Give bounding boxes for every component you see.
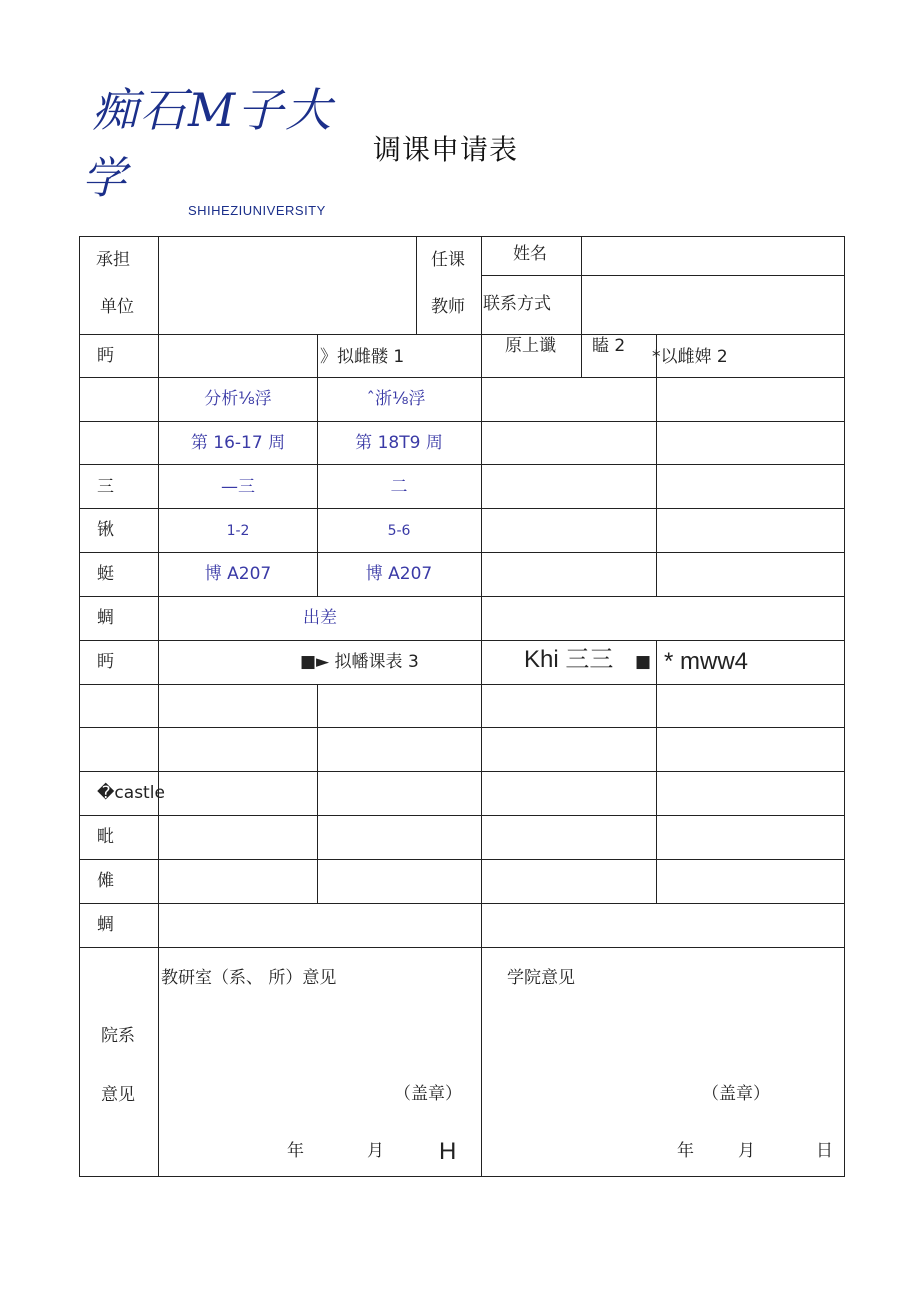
divider	[317, 334, 318, 596]
original-weekday-b: 二	[390, 477, 408, 497]
college-day: 日	[816, 1141, 833, 1161]
divider	[656, 640, 657, 903]
teacher-label-line2: 教师	[431, 297, 465, 317]
page-title: 调课申请表	[373, 133, 519, 166]
adjusted-row-label: 眄	[97, 652, 114, 672]
divider	[79, 727, 845, 728]
adjusted-header-3: * mww4	[664, 648, 749, 675]
original-period-label: 锹	[97, 520, 114, 540]
adjusted-header-mark: ■	[635, 652, 652, 672]
original-course-a: 分析⅛浮	[204, 389, 272, 409]
divider	[79, 640, 845, 641]
logo-chinese-name-continued: 学	[82, 153, 126, 204]
divider	[79, 596, 845, 597]
teacher-label-line1: 任课	[431, 250, 465, 270]
divider	[481, 236, 482, 1177]
college-seal: （盖章）	[702, 1084, 770, 1104]
divider	[79, 771, 845, 772]
divider	[79, 377, 845, 378]
contact-label: 联系方式	[483, 294, 551, 314]
original-plan-header: 》拟雌髅 1	[320, 347, 405, 367]
divider	[158, 236, 159, 1177]
divider	[79, 859, 845, 860]
divider	[79, 508, 845, 509]
adjusted-reason-label: 蜩	[97, 915, 114, 935]
divider	[656, 334, 657, 596]
adjusted-header: Khi 三三	[524, 646, 614, 673]
name-label: 姓名	[513, 244, 547, 264]
divider	[79, 464, 845, 465]
original-period-a: 1-2	[226, 523, 250, 539]
dept-month: 月	[367, 1141, 384, 1161]
divider	[79, 947, 845, 948]
opinion-label-line1: 院系	[101, 1026, 135, 1046]
original-row-label: 眄	[97, 346, 114, 366]
adjusted-room-label: 傩	[97, 871, 114, 891]
divider	[79, 815, 845, 816]
original-weeks-a: 第 16-17 周	[190, 433, 286, 453]
dept-day: H	[439, 1138, 457, 1165]
dept-year: 年	[287, 1141, 304, 1161]
dept-opinion-title: 教研室（系、 所）意见	[161, 968, 337, 988]
divider	[79, 903, 845, 904]
reason-label: 蜩	[97, 608, 114, 628]
table-border-right	[844, 236, 845, 1177]
divider	[79, 552, 845, 553]
divider	[79, 421, 845, 422]
logo-english-name: SHIHEZIUNIVERSITY	[188, 203, 326, 218]
original-room-a: 博 A207	[204, 564, 272, 584]
original-course-b: ˆ浙⅛浮	[366, 389, 426, 409]
reason-value: 出差	[303, 608, 337, 628]
table-border-top	[79, 236, 845, 237]
divider	[482, 275, 845, 276]
original-period-b: 5-6	[387, 523, 411, 539]
dept-seal: （盖章）	[394, 1084, 462, 1104]
divider	[79, 684, 845, 685]
adjusted-period-label: 毗	[97, 827, 114, 847]
original-room-label: 蜓	[97, 564, 114, 584]
unit-label-line1: 承担	[96, 250, 130, 270]
table-border-bottom	[79, 1176, 845, 1177]
original-room-b: 博 A207	[365, 564, 433, 584]
divider	[79, 334, 845, 335]
unit-label-line2: 单位	[100, 297, 134, 317]
original-header: 原上谶	[505, 336, 556, 356]
original-weekday-a: —三	[221, 477, 255, 497]
logo-chinese-name: 痴石M子大	[92, 83, 334, 137]
original-header-3: *以雌婢 2	[652, 347, 728, 367]
divider	[581, 236, 582, 377]
opinion-label-line2: 意见	[101, 1085, 135, 1105]
college-year: 年	[677, 1141, 694, 1161]
original-weeks-b: 第 18T9 周	[355, 433, 443, 453]
original-weekday-label: 三	[97, 477, 114, 497]
divider	[317, 684, 318, 903]
adjusted-plan-header: ■► 拟幡课表 3	[300, 652, 419, 672]
divider	[416, 236, 417, 334]
college-month: 月	[738, 1141, 755, 1161]
adjusted-weekday-label: �castle	[97, 783, 165, 803]
table-border-left	[79, 236, 80, 1177]
college-opinion-title: 学院意见	[507, 968, 575, 988]
original-header-2: 瞌 2	[592, 336, 626, 356]
